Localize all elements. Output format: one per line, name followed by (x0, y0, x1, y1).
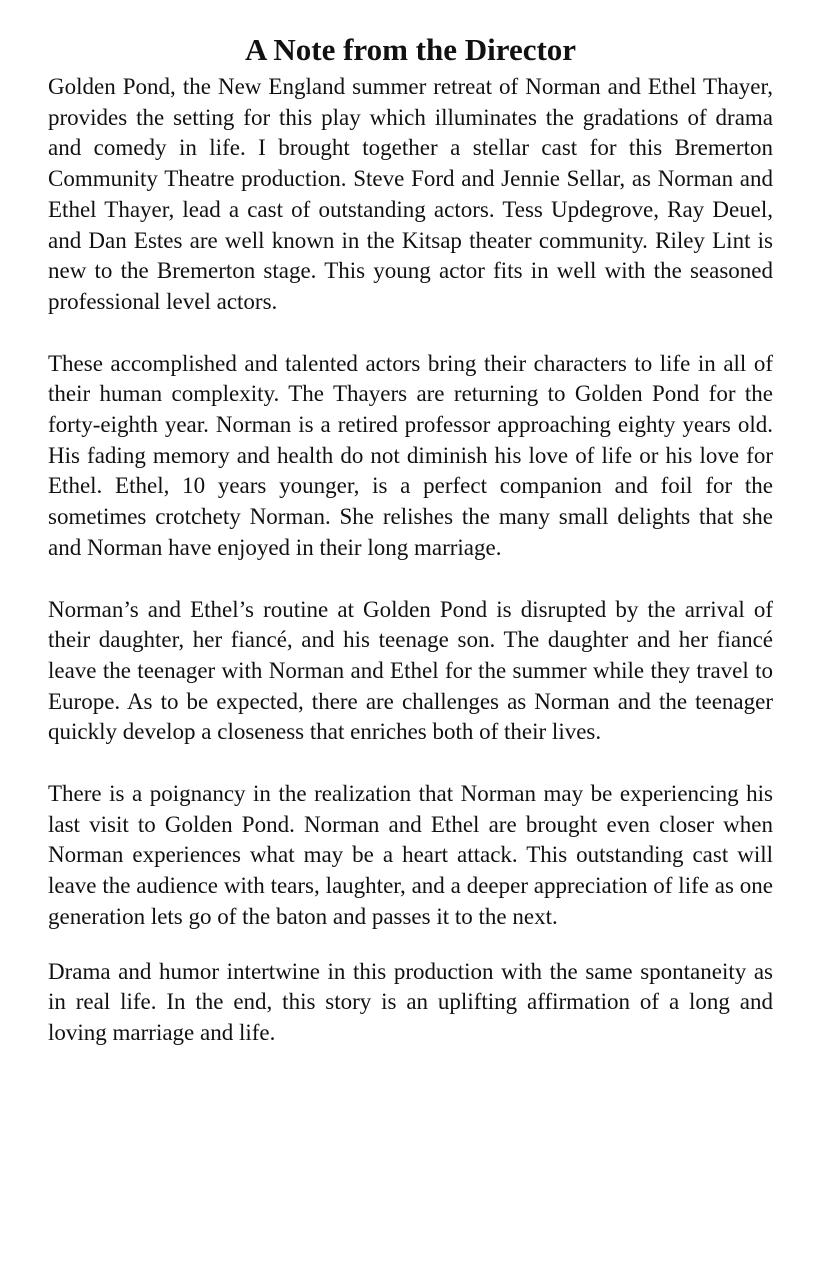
paragraph-conclusion: Drama and humor intertwine in this production with the same spontaneity as in real life. In the end, this story is an uplifting affirmation of a long and loving marriage and life. (48, 958, 773, 1045)
page-title: A Note from the Director (244, 32, 577, 67)
director-note-page (48, 30, 773, 1049)
paragraph-poignancy: There is a poignancy in the realization that Norman may be experiencing his last visit to Golden Pond. Norman and Ethel are brought even closer when Norman experiences what may be a heart attack. This outstanding cast will leave the audience with tears, laughter, and a deeper appreciation of life as one generation lets go of the baton and passes it to the next. (48, 781, 773, 929)
paragraph-plot: Norman’s and Ethel’s routine at Golden Pond is disrupted by the arrival of their daughter, her fiancé, and his teenage son. The daughter and her fiancé leave the teenager with Norman and Ethel for the summer while they travel to Europe. As to be expected, there are challenges as Norman and the teenager quickly develop a closeness that enriches both of their lives. (48, 596, 773, 745)
paragraph-cast: Golden Pond, the New England summer retreat of Norman and Ethel Thayer, provides the setting for this play which illuminates the gradations of drama and comedy in life. I brought together a stellar cast for this Bremerton Community Theatre production. Steve Ford and Jennie Sellar, as Norman and Ethel Thayer, lead a cast of outstanding actors. Tess Updegrove, Ray Deuel, and Dan Estes are well known in the Kitsap theater community. Riley Lint is new to the Bremerton stage. This young actor fits in well with the seasoned professional level actors. (48, 74, 773, 314)
paragraph-characters: These accomplished and talented actors bring their characters to life in all of their human complexity. The Thayers are returning to Golden Pond for the forty-eighth year. Norman is a retired professor approaching eighty years old. His fading memory and health do not diminish his love of life or his love for Ethel. Ethel, 10 years younger, is a perfect companion and foil for the sometimes crotchety Norman. She relishes the many small delights that she and Norman have enjoyed in their long marriage. (48, 350, 773, 560)
